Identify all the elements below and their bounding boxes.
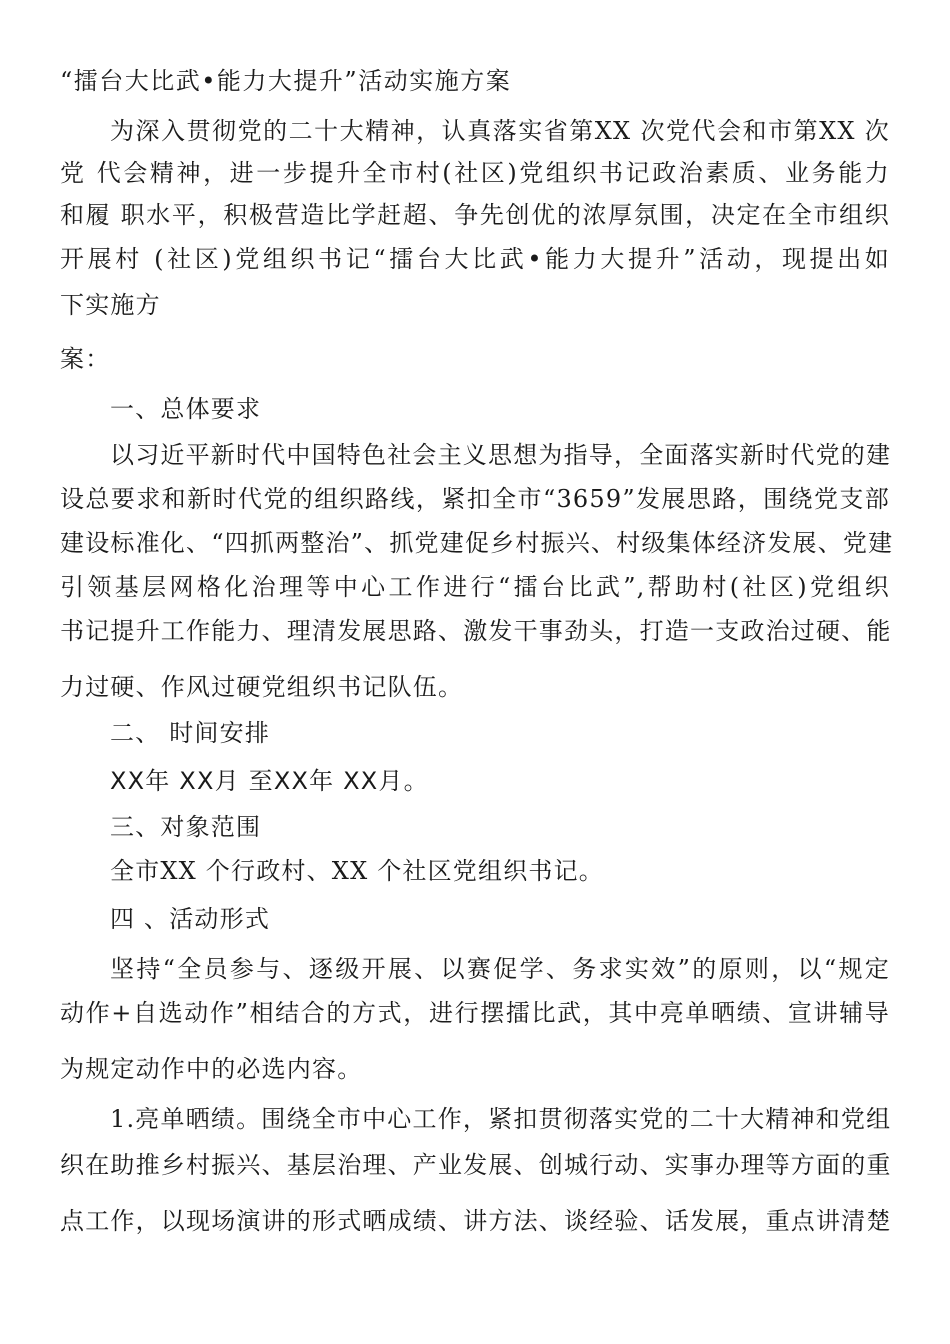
section1-line-2: 设总要求和新时代党的组织路线，紧扣全市“3659”发展思路，围绕党支部 [60, 485, 890, 513]
section1-line-3: 建设标准化、“四抓两整治”、抓党建促乡村振兴、村级集体经济发展、党建 [60, 529, 894, 557]
item1-line-3: 点工作，以现场演讲的形式晒成绩、讲方法、谈经验、话发展，重点讲清楚 [60, 1207, 892, 1235]
intro-line-1: 为深入贯彻党的二十大精神，认真落实省第XX 次党代会和市第XX 次 [110, 117, 890, 145]
section2-body: XX年 XX月 至XX年 XX月。 [110, 767, 429, 795]
document-title: “擂台大比武•能力大提升”活动实施方案 [60, 67, 512, 95]
intro-line-4: 开展村 (社区)党组织书记“擂台大比武•能力大提升”活动，现提出如 [60, 245, 890, 273]
intro-line-5: 下实施方 [60, 291, 161, 319]
intro-line-2: 党 代会精神，进一步提升全市村(社区)党组织书记政治素质、业务能力 [60, 159, 890, 187]
section2-heading: 二、 时间安排 [110, 719, 271, 747]
intro-line-6: 案： [60, 345, 111, 373]
section4-line-2: 动作+自选动作”相结合的方式，进行摆擂比武，其中亮单晒绩、宣讲辅导 [60, 999, 890, 1027]
item1-line-1: 1.亮单晒绩。围绕全市中心工作，紧扣贯彻落实党的二十大精神和党组 [110, 1105, 892, 1133]
intro-line-3: 和履 职水平，积极营造比学赶超、争先创优的浓厚氛围，决定在全市组织 [60, 201, 890, 229]
section1-line-6: 力过硬、作风过硬党组织书记队伍。 [60, 673, 464, 701]
section1-line-5: 书记提升工作能力、理清发展思路、激发干事劲头，打造一支政治过硬、能 [60, 617, 892, 645]
section1-heading: 一、总体要求 [110, 395, 262, 423]
item1-line-2: 织在助推乡村振兴、基层治理、产业发展、创城行动、实事办理等方面的重 [60, 1151, 892, 1179]
section3-heading: 三、对象范围 [110, 813, 262, 841]
section4-line-3: 为规定动作中的必选内容。 [60, 1055, 363, 1083]
section4-heading: 四 、活动形式 [110, 905, 271, 933]
section4-line-1: 坚持“全员参与、逐级开展、以赛促学、务求实效”的原则，以“规定 [110, 955, 890, 983]
section3-body: 全市XX 个行政村、XX 个社区党组织书记。 [110, 857, 605, 885]
section1-line-4: 引领基层网格化治理等中心工作进行“擂台比武”,帮助村(社区)党组织 [60, 573, 890, 601]
section1-line-1: 以习近平新时代中国特色社会主义思想为指导，全面落实新时代党的建 [110, 441, 892, 469]
